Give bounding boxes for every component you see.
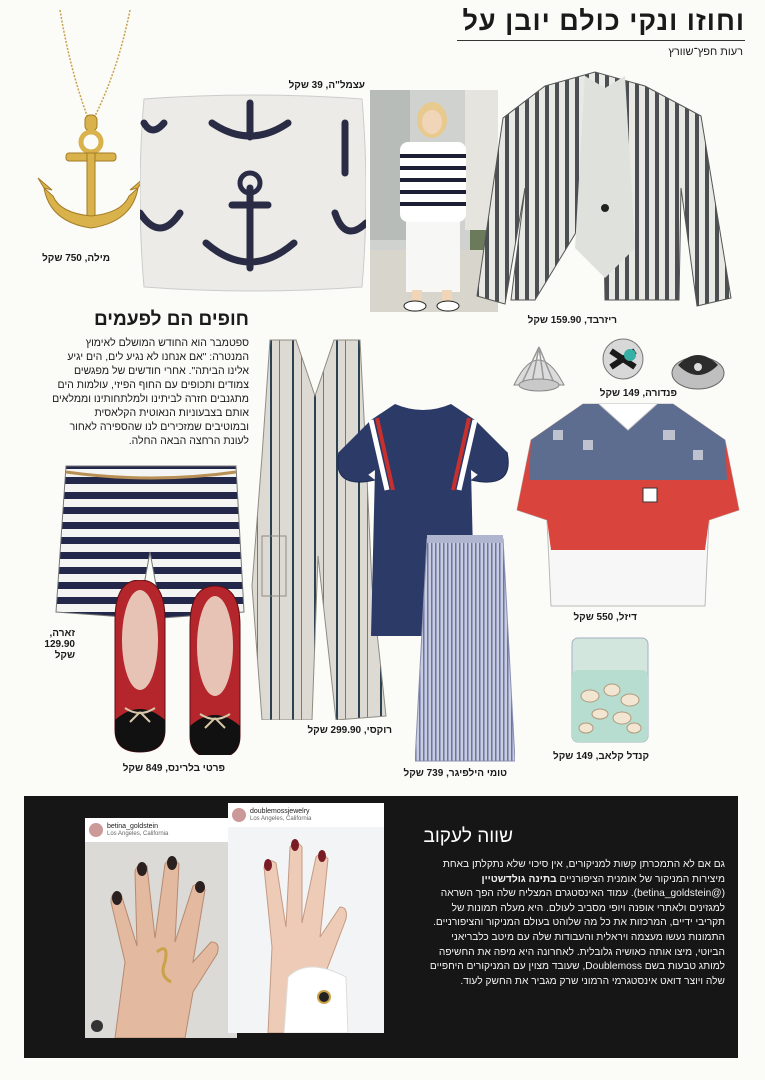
caption-blazer: ריזרבד, 159.90 שקל [527,315,617,326]
byline: רעות חפץ־שוורץ [668,46,743,58]
caption-candle: קנדל קלאב, 149 שקל [553,751,649,762]
section-title: וחוזו ונקי כולם יובן על [462,6,745,36]
insta-header [228,803,384,827]
avatar [89,823,103,837]
insta-location: Los Angeles, California [107,831,169,837]
insta-post-doublemoss[interactable] [228,803,384,1033]
insta-post-betina[interactable] [85,818,237,1038]
caption-pillow: עצמל"ה, 39 שקל [288,80,365,91]
ring-hand-photo [228,827,384,1033]
caption-jumpsuit: רוקסי, 299.90 שקל [307,725,392,736]
caption-polo: דיזל, 550 שקל [573,612,637,623]
caption-flats: פרטי בלרינס, 849 שקל [122,763,225,774]
avatar [232,808,246,822]
box-body-name: בתינה גולדשטיין [481,873,557,885]
striped-blazer-photo [475,68,735,308]
anchor-necklace-photo [30,10,140,245]
pandora-charms-photo [508,335,728,395]
box-body-part1: גם אם לא התמכרתן קשות למניקורים, אין סיכוי שלא נתקלתן באחת מיצירות המניקור של אומנית הציפורניים [442,859,725,885]
manicure-hand-photo [85,842,237,1038]
insta-header [85,818,237,842]
caption-necklace: מילה, 750 שקל [42,253,110,264]
insta-username: betina_goldstein [107,823,158,830]
insta-location: Los Angeles, California [250,816,312,822]
ballerina-flats-photo [105,580,255,755]
candle-club-photo [566,630,654,746]
anchor-pillow-photo [140,93,366,293]
article-body: ספטמבר הוא החודש המושלם לאימוץ המנטרה: "אם אנחנו לא נגיע לים, הים יגיע אלינו הביתה". אחרי חודשים של מפגשים צמודים ותכופים עם החוף הפיזי, עולמות הים מתגנבים חזרה לביתינו ולמלתחותינו וממלאים אותם בצבעוניות הנאוטית הקלאסית ובמוטיבים שמזכירים לנו שהספירה לאחור לעונת הרחצה הבאה החלה. [52,337,249,447]
caption-shorts: זארה, 129.90 שקל [44,628,75,661]
caption-skirt: טומי הילפיגר, 739 שקל [403,768,507,779]
article-title: חופים הם לפעמים [94,309,249,330]
insta-username: doublemossjewelry [250,808,310,815]
diesel-polo-photo [513,400,743,608]
box-body [425,858,725,989]
header-divider [457,40,745,41]
box-title: שווה לעקוב [423,826,513,847]
pleated-skirt-photo [415,533,515,763]
box-body-part2: (@betina_goldstein). עמוד האינסטגרם המצליח שלה הפך השראה למגזינים ולאתרי אופנה ויופי מסביב לעולם. היא מעלה תמונות של תקריבי ידיים, המרכזות את כל מה שלוהט בעולם המניקור והציפורניים. התמונות נעשו מעצמה ויראלית והעבודות שלה עם מיטב כלבריאני הביוטי, מיצו אותה כאושיה גלובלית. לאחרונה היא מיפה את החשיפה למותג טבעות בשם Doublemoss, שעובד מצוין עם המניקורים היחפיים שלה ויוצר דואט אינסטגרמי הרמוני שרק מגביר את החשק לעוד. [429,888,725,987]
caption-rings: פנדורה, 149 שקל [599,388,677,399]
